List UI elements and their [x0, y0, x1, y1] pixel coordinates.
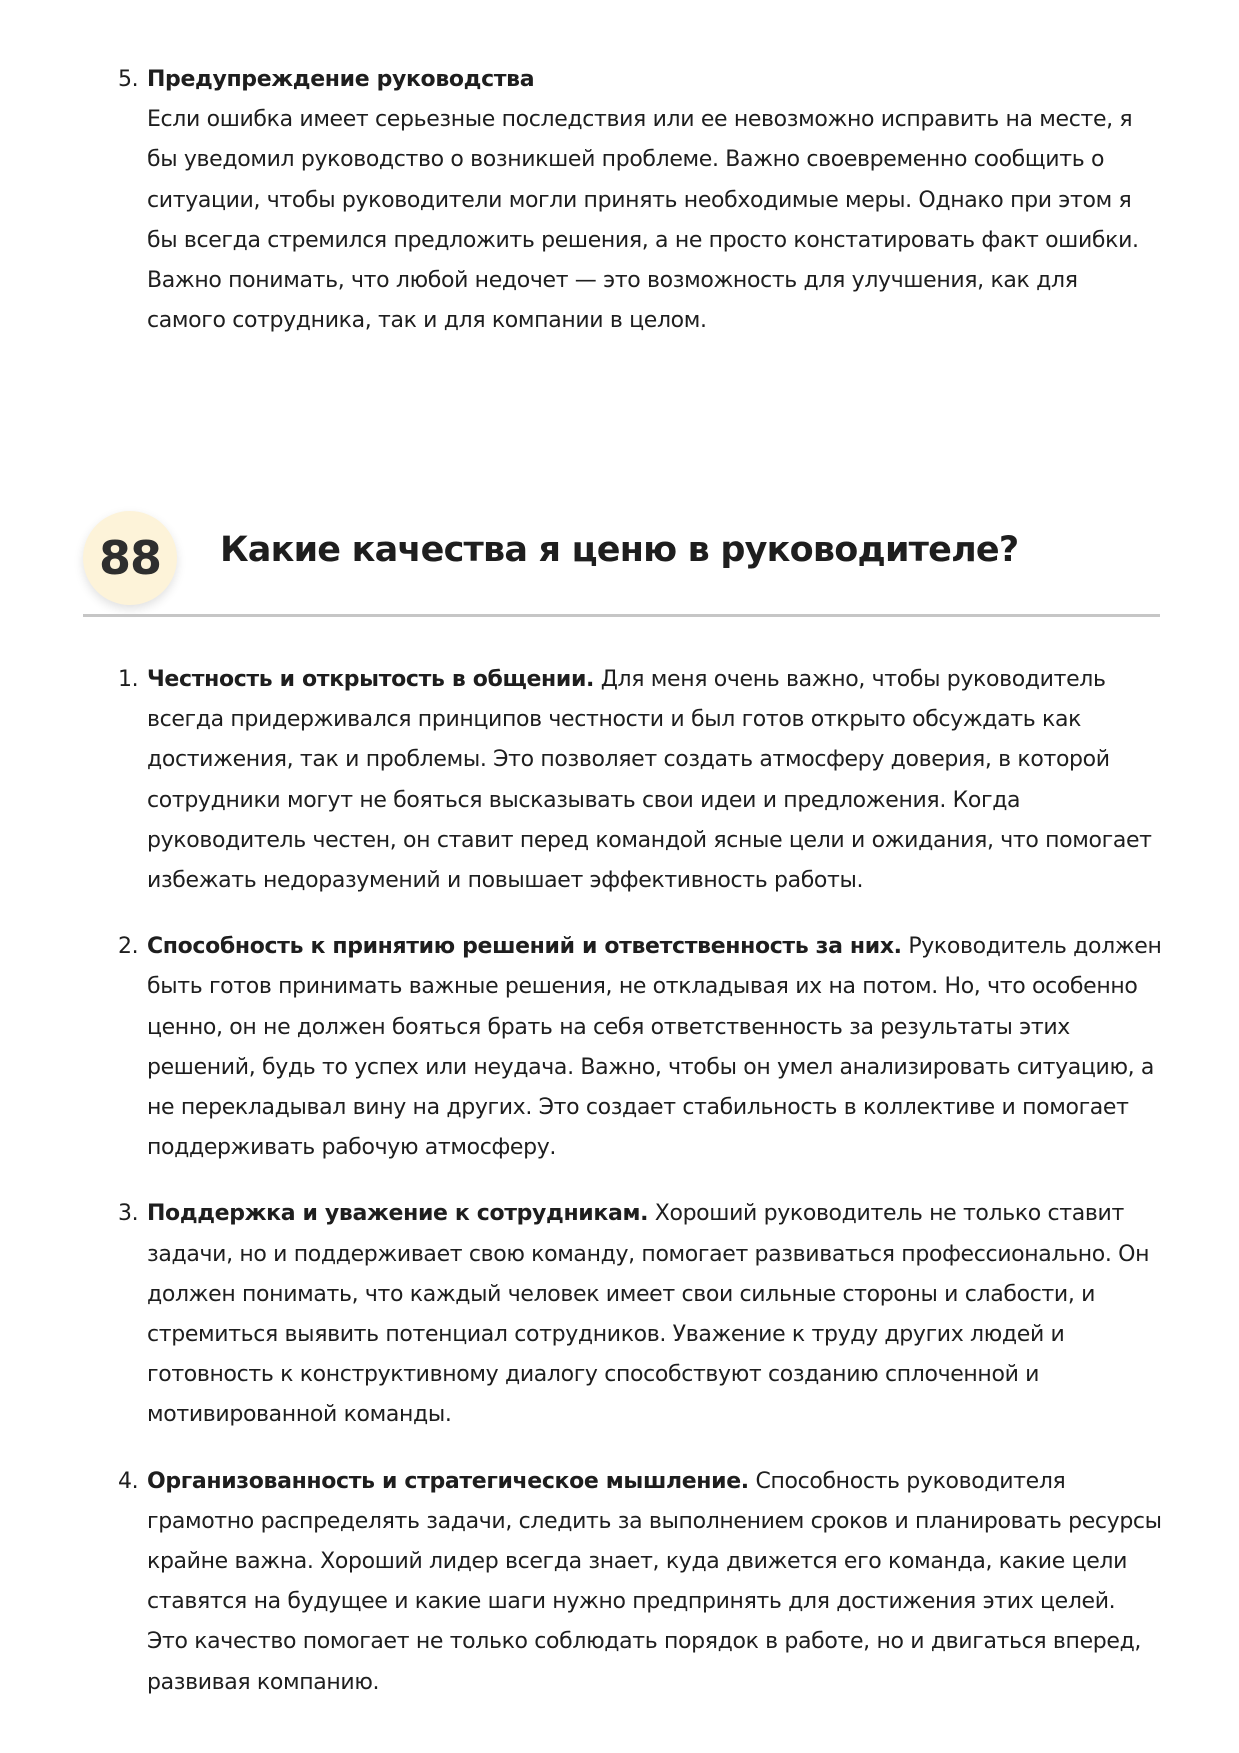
list-item [112, 1194, 1162, 1435]
qualities-list [112, 660, 1162, 1729]
list-item [112, 927, 1162, 1168]
item-number: 1. [118, 667, 139, 692]
list-item [112, 60, 1162, 341]
section-divider [83, 614, 1160, 617]
item-text: Хороший руководитель не только ставит задачи, но и поддерживает свою команду, помогает развиваться профессионально. Он должен понимать, что каждый человек имеет свои сильные стороны и слабости, и стремиться выявить потенциал сотрудников. Уважение к труду других людей и готовность к конструктивному диалогу способствуют созданию сплоченной и мотивированной команды. [147, 1201, 1150, 1428]
item-number: 2. [118, 934, 139, 960]
item-title: Организованность и стратегическое мышление. [147, 1468, 749, 1494]
item-number: 5. [118, 67, 139, 92]
item-number: 4. [118, 1468, 139, 1494]
item-text: Для меня очень важно, чтобы руководитель всегда придерживался принципов честности и был готов открыто обсуждать как достижения, так и проблемы. Это позволяет создать атмосферу доверия, в которой сотрудники могут не бояться высказывать свои идеи и предложения. Когда руководитель честен, он ставит перед командой ясные цели и ожидания, что помогает избежать недоразумений и повышает эффективность работы. [147, 667, 1152, 894]
item-title: Поддержка и уважение к сотрудникам. [147, 1201, 649, 1227]
item-text: Способность руководителя грамотно распределять задачи, следить за выполнением сроков и планировать ресурсы крайне важна. Хороший лидер всегда знает, куда движется его команда, какие цели ставятся на будущее и какие шаги нужно предпринять для достижения этих целей. Это качество помогает не только соблюдать порядок в работе, но и двигаться вперед, развивая компанию. [147, 1468, 1162, 1695]
section-title: Какие качества я ценю в руководителе? [220, 530, 1019, 570]
item-title: Честность и открытость в общении. [147, 667, 595, 692]
item-number: 3. [118, 1201, 139, 1227]
section-header [83, 508, 1160, 618]
list-item [112, 1462, 1162, 1703]
item-text: Руководитель должен быть готов принимать важные решения, не откладывая их на потом. Но, что особенно ценно, он не должен бояться брать на себя ответственность за результаты этих решений, будь то успех или неудача. Важно, чтобы он умел анализировать ситуацию, а не перекладывал вину на других. Это создает стабильность в коллективе и помогает поддерживать рабочую атмосферу. [147, 934, 1162, 1161]
list-item [112, 660, 1162, 901]
item-text: Если ошибка имеет серьезные последствия или ее невозможно исправить на месте, я бы уведомил руководство о возникшей проблеме. Важно своевременно сообщить о ситуации, чтобы руководители могли принять необходимые меры. Однако при этом я бы всегда стремился предложить решения, а не просто констатировать факт ошибки. Важно понимать, что любой недочет — это возможность для улучшения, как для самого сотрудника, так и для компании в целом. [147, 107, 1139, 334]
item-title: Способность к принятию решений и ответственность за них. [147, 934, 902, 960]
item-title: Предупреждение руководства [147, 67, 535, 92]
intro-list [112, 60, 1162, 341]
section-number-badge: 88 [83, 511, 177, 605]
